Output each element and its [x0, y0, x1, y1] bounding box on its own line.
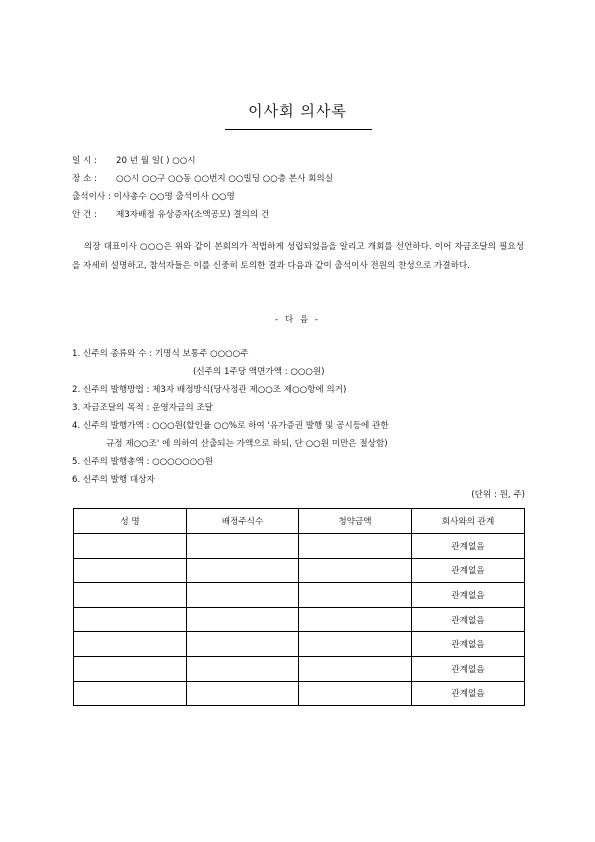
table-cell	[187, 656, 299, 681]
meta-label: 일 시 :	[72, 156, 97, 166]
column-header-relation: 회사와의 관계	[412, 509, 525, 534]
list-item: 3. 자금조달의 목적 : 운영자금의 조달	[72, 403, 213, 413]
meta-label: 장 소 :	[72, 174, 97, 184]
meta-attendance	[72, 191, 235, 203]
table-header-row	[74, 509, 525, 534]
table-cell	[187, 534, 299, 559]
table-row	[74, 583, 525, 608]
list-item-subnote: (신주의 1주당 액면가액 : ○○○원)	[193, 367, 325, 377]
table-cell	[187, 681, 299, 706]
table-cell	[299, 681, 412, 706]
meta-value: 20 년 월 일( ) ○○시	[116, 156, 196, 166]
table-cell	[187, 632, 299, 657]
table-row	[74, 558, 525, 583]
meta-datetime	[72, 155, 196, 167]
table-cell: 관계없음	[412, 607, 525, 632]
meta-value: ○○시 ○○구 ○○동 ○○번지 ○○빌딩 ○○층 본사 회의실	[116, 174, 334, 184]
meta-label: 출석이사 :	[72, 192, 111, 202]
table-row	[74, 534, 525, 559]
title-underline	[225, 129, 372, 130]
list-item-continuation: 규정 제○○조' 에 의하여 산출되는 가액으로 하되, 단 ○○원 미만은 절상함)	[106, 439, 388, 449]
table-cell: 관계없음	[412, 534, 525, 559]
table-cell	[74, 583, 187, 608]
table-cell	[187, 607, 299, 632]
table-cell	[74, 681, 187, 706]
table-cell	[299, 607, 412, 632]
column-header-shares: 배정주식수	[187, 509, 299, 534]
meta-value: 이사총수 ○○명 출석이사 ○○명	[113, 192, 235, 202]
column-header-subscription: 청약금액	[299, 509, 412, 534]
table-cell: 관계없음	[412, 681, 525, 706]
table-cell	[74, 558, 187, 583]
table-cell	[299, 583, 412, 608]
meta-place	[72, 173, 333, 185]
list-item: 1. 신주의 종류와 수 : 기명식 보통주 ○○○○주	[72, 349, 249, 359]
table-cell	[299, 534, 412, 559]
following-heading: - 다 음 -	[274, 315, 320, 325]
list-item: 2. 신주의 발행방법 : 제3자 배정방식(당사정관 제○○조 제○○항에 의거)	[72, 385, 347, 395]
table-cell	[74, 607, 187, 632]
table-cell	[74, 632, 187, 657]
table-cell	[299, 656, 412, 681]
table-row	[74, 607, 525, 632]
table-cell	[187, 558, 299, 583]
table-cell	[74, 656, 187, 681]
table-row	[74, 656, 525, 681]
table-cell: 관계없음	[412, 583, 525, 608]
column-header-name: 성 명	[74, 509, 187, 534]
table-cell	[299, 632, 412, 657]
list-item: 5. 신주의 발행총액 : ○○○○○○○원	[72, 457, 213, 467]
unit-note: (단위 : 원, 주)	[471, 490, 525, 500]
meta-value: 제3자배정 유상증자(소액공모) 결의의 건	[116, 210, 270, 220]
table-cell: 관계없음	[412, 632, 525, 657]
list-item: 4. 신주의 발행가액 : ○○○원(할인율 ○○%로 하여 '유가증권 발행 및 공시등에 관한	[72, 421, 389, 431]
allottee-table	[73, 508, 525, 706]
table-cell	[299, 558, 412, 583]
meta-agenda	[72, 209, 269, 221]
resolution-paragraph: 의장 대표이사 ○○○은 위와 같이 본회의가 적법하게 성립되었음을 알리고 개회를 선언하다. 이어 자금조달의 필요성을 자세히 설명하고, 참석자들은 이를 신중히 토의한 결과 다음과 같이 출석이사 전원의 찬성으로 가결하다.	[72, 242, 524, 271]
table-cell	[187, 583, 299, 608]
document-title: 이사회 의사록	[248, 102, 347, 120]
table-cell: 관계없음	[412, 558, 525, 583]
meta-label: 안 건 :	[72, 210, 97, 220]
table-row	[74, 681, 525, 706]
table-row	[74, 632, 525, 657]
table-cell: 관계없음	[412, 656, 525, 681]
list-item: 6. 신주의 발행 대상자	[72, 475, 155, 485]
table-cell	[74, 534, 187, 559]
